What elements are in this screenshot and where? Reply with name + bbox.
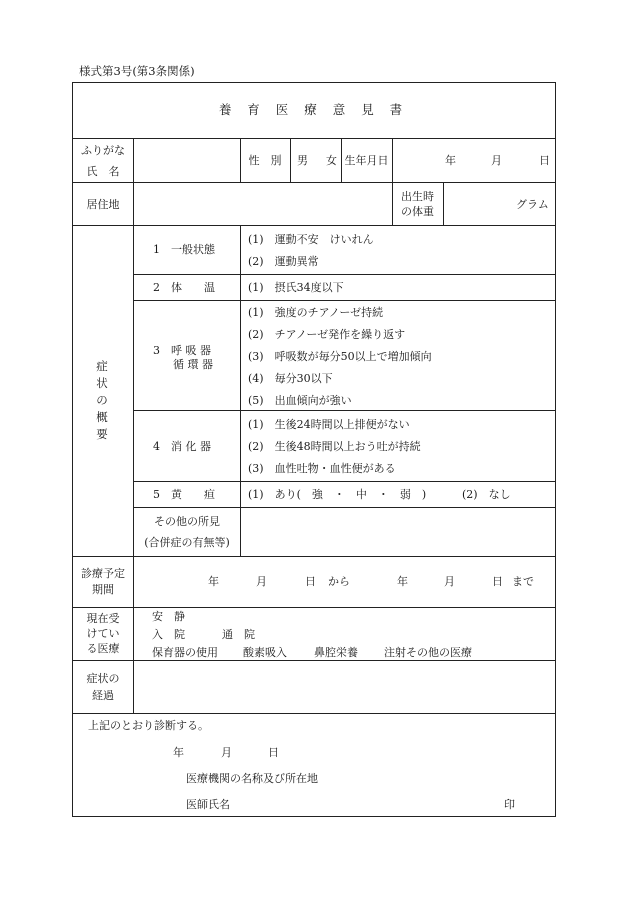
birth-weight-label-1: 出生時 bbox=[401, 190, 434, 203]
name-field[interactable] bbox=[134, 139, 239, 181]
residence-label: 居住地 bbox=[86, 198, 120, 211]
symptom-1-label: 1 一般状態 bbox=[153, 243, 215, 256]
birth-weight-label-2: の体重 bbox=[401, 205, 434, 218]
current-care-label-1: 現在受 bbox=[86, 612, 120, 625]
furigana-label: ふりがな bbox=[81, 144, 125, 157]
page-title: 養 育 医 療 意 見 書 bbox=[218, 102, 409, 117]
other-findings-label-1: その他の所見 bbox=[154, 515, 220, 528]
treatment-period-label-2: 期間 bbox=[92, 583, 114, 596]
symptom-3-option-2[interactable]: (2) チアノーゼ発作を繰り返す bbox=[248, 328, 406, 341]
symptom-3-option-4[interactable]: (4) 毎分30以下 bbox=[248, 372, 333, 385]
dob-month: 月 bbox=[491, 154, 502, 167]
symptom-2-label: 2 体 温 bbox=[153, 281, 215, 294]
period-end-day: 日 bbox=[492, 575, 503, 588]
progress-label-1: 症状の bbox=[86, 672, 120, 685]
current-care-label-2: けてい bbox=[86, 627, 120, 640]
progress-label-2: 経過 bbox=[92, 689, 114, 702]
symptom-4-label: 4 消 化 器 bbox=[153, 440, 211, 453]
symptom-2-option-1[interactable]: (1) 摂氏34度以下 bbox=[248, 281, 344, 294]
care-injection-other[interactable]: 注射その他の医療 bbox=[384, 646, 472, 659]
sex-label: 性 別 bbox=[248, 154, 282, 167]
current-care-label-3: る医療 bbox=[86, 642, 120, 655]
care-rest[interactable]: 安 静 bbox=[152, 610, 185, 623]
period-start-month: 月 bbox=[256, 575, 267, 588]
doctor-name-label: 医師氏名 bbox=[186, 798, 230, 811]
progress-field[interactable] bbox=[134, 661, 554, 712]
period-start-day: 日 bbox=[305, 575, 316, 588]
period-end-year: 年 bbox=[397, 575, 408, 588]
weight-unit: グラム bbox=[516, 198, 549, 211]
symptom-1-option-1[interactable]: (1) 運動不安 けいれん bbox=[248, 233, 374, 246]
symptom-1-option-2[interactable]: (2) 運動異常 bbox=[248, 255, 319, 268]
institution-label: 医療機関の名称及び所在地 bbox=[186, 772, 318, 785]
sign-year: 年 bbox=[173, 746, 184, 759]
sign-day: 日 bbox=[268, 746, 279, 759]
dob-year: 年 bbox=[445, 154, 456, 167]
symptom-3-option-1[interactable]: (1) 強度のチアノーゼ持続 bbox=[248, 306, 384, 319]
symptom-5-option-2[interactable]: (2) なし bbox=[462, 488, 511, 501]
care-oxygen[interactable]: 酸素吸入 bbox=[243, 646, 287, 659]
care-inpatient[interactable]: 入 院 bbox=[152, 628, 185, 641]
other-findings-label-2: (合併症の有無等) bbox=[144, 536, 230, 549]
sign-month: 月 bbox=[221, 746, 232, 759]
treatment-period-label-1: 診療予定 bbox=[81, 567, 125, 580]
seal-mark: 印 bbox=[504, 798, 515, 811]
period-from: から bbox=[328, 575, 350, 588]
symptom-3-label-2: 循 環 器 bbox=[173, 358, 213, 371]
sex-male[interactable]: 男 bbox=[297, 154, 308, 167]
period-start-year: 年 bbox=[208, 575, 219, 588]
form-number: 様式第3号(第3条関係) bbox=[79, 64, 195, 78]
dob-label: 生年月日 bbox=[344, 154, 389, 167]
symptom-4-option-3[interactable]: (3) 血性吐物・血性便がある bbox=[248, 462, 396, 475]
symptom-3-option-5[interactable]: (5) 出血傾向が強い bbox=[248, 394, 352, 407]
symptom-5-option-1[interactable]: (1) あり( 強 ・ 中 ・ 弱 ) bbox=[248, 488, 427, 501]
dob-day: 日 bbox=[539, 154, 550, 167]
care-incubator[interactable]: 保育器の使用 bbox=[152, 646, 218, 659]
symptom-5-label: 5 黄 疸 bbox=[153, 488, 215, 501]
diagnosis-statement: 上記のとおり診断する。 bbox=[88, 719, 209, 732]
care-nasal-feeding[interactable]: 鼻腔栄養 bbox=[314, 646, 358, 659]
symptom-3-label-1: 3 呼 吸 器 bbox=[153, 344, 211, 357]
symptoms-section-label: 症状の概要 bbox=[96, 359, 108, 441]
residence-field[interactable] bbox=[134, 183, 391, 224]
period-to: まで bbox=[512, 575, 534, 588]
other-findings-field[interactable] bbox=[241, 508, 554, 555]
name-label: 氏 名 bbox=[86, 165, 120, 178]
period-end-month: 月 bbox=[444, 575, 455, 588]
symptom-4-option-2[interactable]: (2) 生後48時間以上おう吐が持続 bbox=[248, 440, 421, 453]
care-outpatient[interactable]: 通 院 bbox=[222, 628, 255, 641]
symptom-3-option-3[interactable]: (3) 呼吸数が毎分50以上で増加傾向 bbox=[248, 350, 432, 363]
symptom-4-option-1[interactable]: (1) 生後24時間以上排便がない bbox=[248, 418, 410, 431]
sex-female[interactable]: 女 bbox=[326, 154, 337, 167]
